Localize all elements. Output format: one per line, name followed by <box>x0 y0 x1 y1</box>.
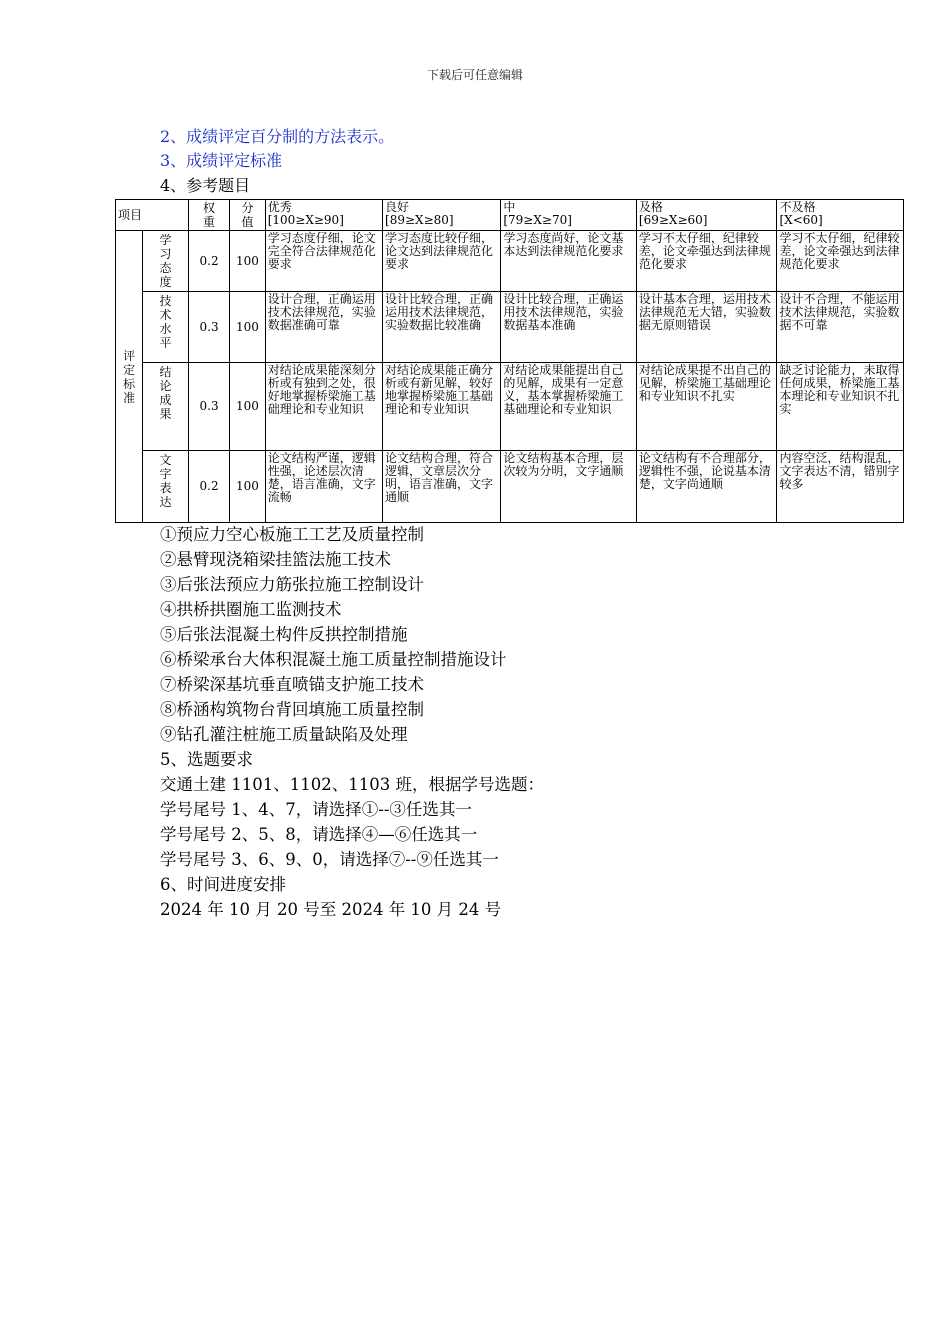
heading-grading-standard: 3、成绩评定标准 <box>160 151 283 170</box>
list-item: ⑥桥梁承台大体积混凝土施工质量控制措施设计 <box>160 650 507 669</box>
table-row <box>116 231 904 292</box>
section5-line: 学号尾号 2、5、8，请选择④—⑥任选其一 <box>160 825 478 844</box>
row-cell: 学习态度仔细，论文完全符合法律规范化要求 <box>265 231 382 292</box>
row-cell: 内容空泛，结构混乱，文字表达不清，错别字较多 <box>777 451 904 523</box>
row-cell: 论文结构有不合理部分，逻辑性不强，论说基本清楚，文字尚通顺 <box>636 451 777 523</box>
row-score: 100 <box>230 363 265 451</box>
header-item: 项目 <box>116 200 189 231</box>
row-cell: 对结论成果能正确分析或有新见解，较好地掌握桥梁施工基础理论和专业知识 <box>383 363 501 451</box>
header-level-good: 良好 [89≥X≥80] <box>383 200 501 231</box>
row-cell: 对结论成果能深刻分析或有独到之处，很好地掌握桥梁施工基础理论和专业知识 <box>265 363 382 451</box>
section5-title: 5、选题要求 <box>160 750 253 769</box>
row-score: 100 <box>230 292 265 363</box>
list-item: ⑨钻孔灌注桩施工质量缺陷及处理 <box>160 725 408 744</box>
row-weight: 0.2 <box>188 231 229 292</box>
list-item: ⑦桥梁深基坑垂直喷锚支护施工技术 <box>160 675 424 694</box>
row-cell: 学习态度尚好，论文基本达到法律规范化要求 <box>501 231 637 292</box>
list-item: ②悬臂现浇箱梁挂篮法施工技术 <box>160 550 391 569</box>
row-cell: 设计合理，正确运用技术法律规范，实验数据准确可靠 <box>265 292 382 363</box>
list-item: ⑤后张法混凝土构件反拱控制措施 <box>160 625 408 644</box>
topic-list <box>160 522 544 922</box>
row-cell: 缺乏讨论能力，未取得任何成果，桥梁施工基本理论和专业知识不扎实 <box>777 363 904 451</box>
heading-grading-method: 2、成绩评定百分制的方法表示。 <box>160 127 395 146</box>
header-score: 分值 <box>230 200 265 231</box>
header-level-pass: 及格 [69≥X≥60] <box>636 200 777 231</box>
row-cell: 对结论成果能提出自己的见解，成果有一定意义，基本掌握桥梁施工基础理论和专业知识 <box>501 363 637 451</box>
table-row <box>116 451 904 523</box>
table-header-row <box>116 200 904 231</box>
table-row <box>116 363 904 451</box>
row-cell: 论文结构严谨，逻辑性强，论述层次清楚，语言准确，文字流畅 <box>265 451 382 523</box>
row-cell: 设计比较合理，正确运用技术法律规范，实验数据基本准确 <box>501 292 637 363</box>
group-label: 评定标准 <box>116 231 143 523</box>
row-item: 学习态度 <box>143 231 189 292</box>
header-level-fail: 不及格 [X<60] <box>777 200 904 231</box>
row-cell: 论文结构合理，符合逻辑，文章层次分明，语言准确，文字通顺 <box>383 451 501 523</box>
row-cell: 学习不太仔细，纪律较差，论文牵强达到法律规范化要求 <box>636 231 777 292</box>
list-item: ①预应力空心板施工工艺及质量控制 <box>160 525 424 544</box>
row-score: 100 <box>230 231 265 292</box>
row-cell: 学习态度比较仔细，论文达到法律规范化要求 <box>383 231 501 292</box>
row-weight: 0.3 <box>188 363 229 451</box>
list-item: ⑧桥涵构筑物台背回填施工质量控制 <box>160 700 424 719</box>
row-cell: 设计基本合理，运用技术法律规范无大错，实验数据无原则错误 <box>636 292 777 363</box>
section5-line: 学号尾号 3、6、9、0，请选择⑦--⑨任选其一 <box>160 850 499 869</box>
list-item: ③后张法预应力筋张拉施工控制设计 <box>160 575 424 594</box>
row-item: 文字表达 <box>143 451 189 523</box>
header-level-medium: 中 [79≥X≥70] <box>501 200 637 231</box>
header-note: 下载后可任意编辑 <box>426 68 523 82</box>
heading-reference-topics: 4、参考题目 <box>160 176 251 195</box>
row-weight: 0.2 <box>188 451 229 523</box>
row-item: 结论成果 <box>143 363 189 451</box>
row-item: 技术水平 <box>143 292 189 363</box>
table-row <box>116 292 904 363</box>
row-score: 100 <box>230 451 265 523</box>
header-weight: 权重 <box>188 200 229 231</box>
grading-table <box>115 199 904 523</box>
row-cell: 设计比较合理，正确运用技术法律规范，实验数据比较准确 <box>383 292 501 363</box>
section6-title: 6、时间进度安排 <box>160 875 286 894</box>
section5-line: 交通土建 1101、1102、1103 班，根据学号选题： <box>160 775 544 794</box>
section5-line: 学号尾号 1、4、7，请选择①--③任选其一 <box>160 800 472 819</box>
header-level-excellent: 优秀 [100≥X≥90] <box>265 200 382 231</box>
row-cell: 设计不合理，不能运用技术法律规范，实验数据不可靠 <box>777 292 904 363</box>
section6-dates: 2024 年 10 月 20 号至 2024 年 10 月 24 号 <box>160 900 502 919</box>
row-cell: 对结论成果提不出自己的见解，桥梁施工基础理论和专业知识不扎实 <box>636 363 777 451</box>
row-weight: 0.3 <box>188 292 229 363</box>
row-cell: 学习不太仔细，纪律较差，论文牵强达到法律规范化要求 <box>777 231 904 292</box>
row-cell: 论文结构基本合理，层次较为分明，文字通顺 <box>501 451 637 523</box>
list-item: ④拱桥拱圈施工监测技术 <box>160 600 342 619</box>
